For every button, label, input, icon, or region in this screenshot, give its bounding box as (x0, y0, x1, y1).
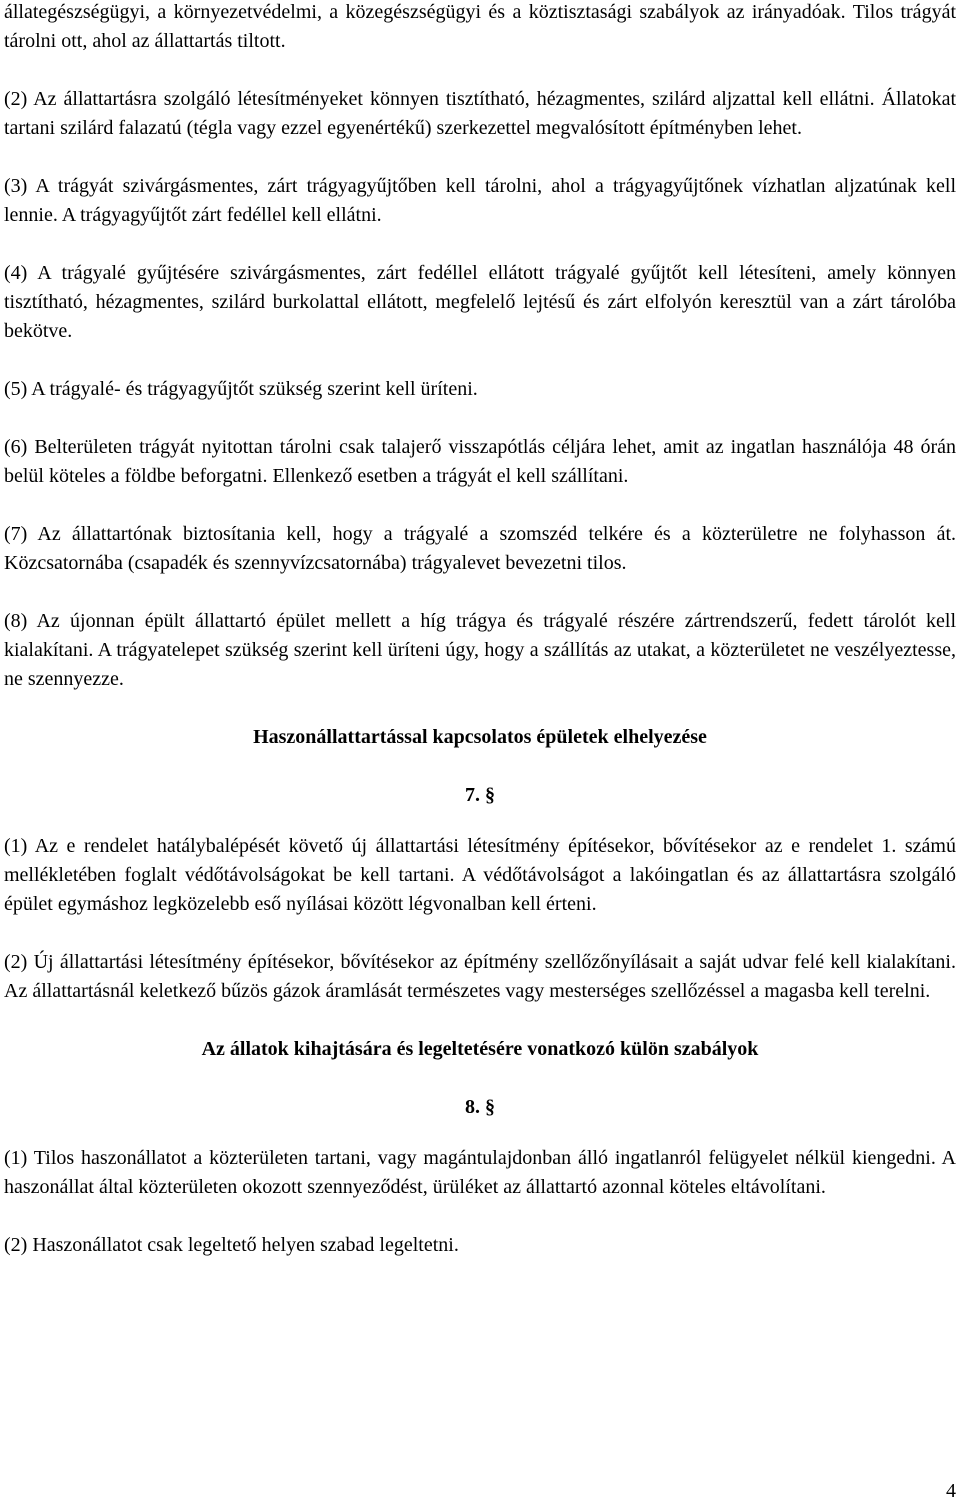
paragraph-6-5: (5) A trágyalé- és trágyagyűjtőt szükség szerint kell üríteni. (4, 378, 478, 400)
paragraph-7-2: (2) Új állattartási létesítmény építésekor, bővítésekor az építmény szellőzőnyílásait a saját udvar felé kell kialakítani. Az állattartásnál keletkező bűzös gázok áramlását természetes vagy mesterséges szellőzéssel a magasba kell terelni. (4, 951, 956, 1002)
paragraph-continuation: állategészségügyi, a környezetvédelmi, a közegészségügyi és a köztisztasági szabályok az irányadóak. Tilos trágyát tárolni ott, ahol az állattartás tiltott. (4, 1, 956, 52)
section-heading-7: Haszonállattartással kapcsolatos épületek elhelyezése (253, 726, 707, 748)
paragraph-8-1: (1) Tilos haszonállatot a közterületen tartani, vagy magántulajdonban álló ingatlanról felügyelet nélkül kiengedni. A haszonállat által közterületen okozott szennyeződést, ürüléket az állattartó azonnal köteles eltávolítani. (4, 1147, 956, 1198)
section-heading-8: Az állatok kihajtására és legeltetésére vonatkozó külön szabályok (201, 1038, 759, 1060)
section-number-7: 7. § (465, 784, 495, 806)
paragraph-6-8: (8) Az újonnan épült állattartó épület mellett a híg trágya és trágyalé részére zártrendszerű, fedett tárolót kell kialakítani. A trágyatelepet szükség szerint kell üríteni úgy, hogy a szállítás az utakat, a közterületet ne veszélyeztesse, ne szennyezze. (4, 610, 956, 690)
paragraph-6-6: (6) Belterületen trágyát nyitottan tárolni csak talajerő visszapótlás céljára lehet, amit az ingatlan használója 48 órán belül köteles a földbe beforgatni. Ellenkező esetben a trágyát el kell szállítani. (4, 436, 956, 487)
paragraph-6-7: (7) Az állattartónak biztosítania kell, hogy a trágyalé a szomszéd telkére és a közterületre ne folyhasson át. Közcsatornába (csapadék és szennyvízcsatornába) trágyalevet bevezetni tilos. (4, 523, 956, 574)
paragraph-7-1: (1) Az e rendelet hatálybalépését követő új állattartási létesítmény építésekor, bővítésekor az e rendelet 1. számú mellékletében foglalt védőtávolságokat be kell tartani. A védőtávolságot a lakóingatlan és az állattartásra szolgáló épület egymáshoz legközelebb eső nyílásai között légvonalban kell érteni. (4, 835, 956, 915)
section-number-8: 8. § (465, 1096, 495, 1118)
paragraph-6-2: (2) Az állattartásra szolgáló létesítményeket könnyen tisztítható, hézagmentes, szilárd aljzattal kell ellátni. Állatokat tartani szilárd falazatú (tégla vagy ezzel egyenértékű) szerkezettel megvalósított építményben lehet. (4, 88, 956, 139)
paragraph-6-3: (3) A trágyát szivárgásmentes, zárt trágyagyűjtőben kell tárolni, ahol a trágyagyűjtőnek vízhatlan aljzatúnak kell lennie. A trágyagyűjtőt zárt fedéllel kell ellátni. (4, 175, 956, 226)
page-number: 4 (946, 1480, 956, 1502)
paragraph-6-4: (4) A trágyalé gyűjtésére szivárgásmentes, zárt fedéllel ellátott trágyalé gyűjtőt kell létesíteni, amely könnyen tisztítható, hézagmentes, szilárd burkolattal ellátott, megfelelő lejtésű és zárt elfolyón keresztül van a zárt tárolóba bekötve. (4, 262, 956, 342)
document-page (4, 0, 956, 1289)
paragraph-8-2: (2) Haszonállatot csak legeltető helyen szabad legeltetni. (4, 1234, 459, 1256)
